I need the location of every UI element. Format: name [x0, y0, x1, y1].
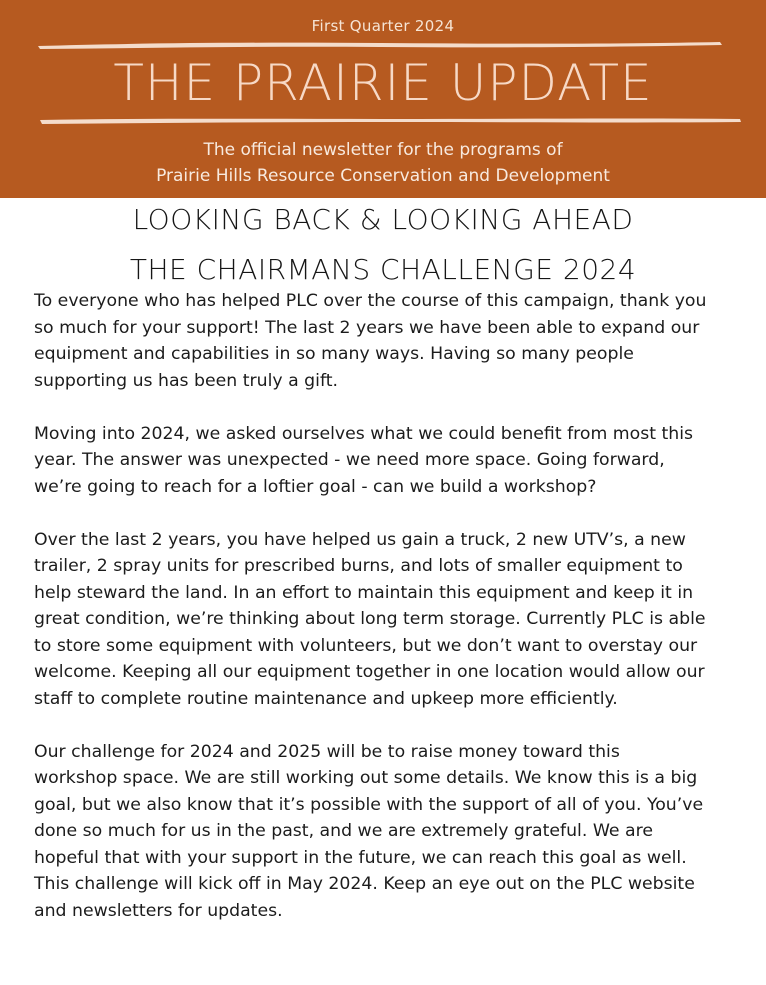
paragraph-line: To everyone who has helped PLC over the course of this campaign, thank you — [34, 291, 707, 311]
paragraph-line: Moving into 2024, we asked ourselves what we could benefit from most this — [34, 423, 694, 444]
paragraph-spacer — [34, 500, 734, 527]
paragraph-line: year. The answer was unexpected - we need more space. Going forward, — [34, 450, 665, 470]
paragraph-line: equipment and capabilities in so many ways. Having so many people — [34, 344, 634, 364]
newsletter-banner — [0, 0, 766, 198]
tagline-line-1: The official newsletter for the programs of — [203, 140, 563, 160]
issue-label: First Quarter 2024 — [311, 17, 455, 35]
paragraph-line: great condition, we’re thinking about long term storage. Currently PLC is able — [34, 609, 706, 629]
paragraph-line: help steward the land. In an effort to maintain this equipment and keep it in — [34, 582, 694, 603]
paragraph-line: we’re going to reach for a loftier goal - can we build a workshop? — [34, 476, 597, 497]
newsletter-tagline — [0, 137, 766, 189]
paragraph-3 — [34, 527, 734, 713]
paragraph-line: staff to complete routine maintenance and upkeep more efficiently. — [34, 688, 618, 709]
paragraph-line: and newsletters for updates. — [34, 900, 283, 921]
paragraph-line: to store some equipment with volunteers, but we don’t want to overstay our — [34, 635, 698, 656]
paragraph-line: supporting us has been truly a gift. — [34, 370, 338, 391]
article-body — [34, 288, 734, 924]
article-heading-1: LOOKING BACK & LOOKING AHEAD — [132, 203, 634, 236]
paragraph-line: welcome. Keeping all our equipment together in one location would allow our — [34, 662, 705, 682]
paragraph-2 — [34, 421, 734, 501]
article-heading-2: THE CHAIRMANS CHALLENGE 2024 — [129, 253, 637, 286]
paragraph-line: goal, but we also know that it’s possible with the support of all of you. You’ve — [34, 794, 704, 815]
tagline-line-2: Prairie Hills Resource Conservation and Development — [156, 166, 610, 186]
newsletter-title: THE PRAIRIE UPDATE — [113, 54, 653, 112]
paragraph-4 — [34, 739, 734, 925]
paragraph-line: This challenge will kick off in May 2024. Keep an eye out on the PLC website — [34, 874, 695, 894]
paragraph-line: Our challenge for 2024 and 2025 will be to raise money toward this — [34, 741, 620, 762]
brush-stroke-top — [0, 38, 766, 52]
brush-stroke-bottom — [0, 113, 766, 127]
paragraph-line: workshop space. We are still working out some details. We know this is a big — [34, 768, 698, 788]
paragraph-1 — [34, 288, 734, 394]
paragraph-line: hopeful that with your support in the future, we can reach this goal as well. — [34, 847, 687, 868]
paragraph-line: done so much for us in the past, and we are extremely grateful. We are — [34, 821, 653, 841]
paragraph-spacer — [34, 394, 734, 421]
paragraph-line: so much for your support! The last 2 years we have been able to expand our — [34, 317, 700, 338]
paragraph-spacer — [34, 712, 734, 739]
paragraph-line: trailer, 2 spray units for prescribed burns, and lots of smaller equipment to — [34, 556, 683, 576]
paragraph-line: Over the last 2 years, you have helped us gain a truck, 2 new UTV’s, a new — [34, 529, 686, 550]
